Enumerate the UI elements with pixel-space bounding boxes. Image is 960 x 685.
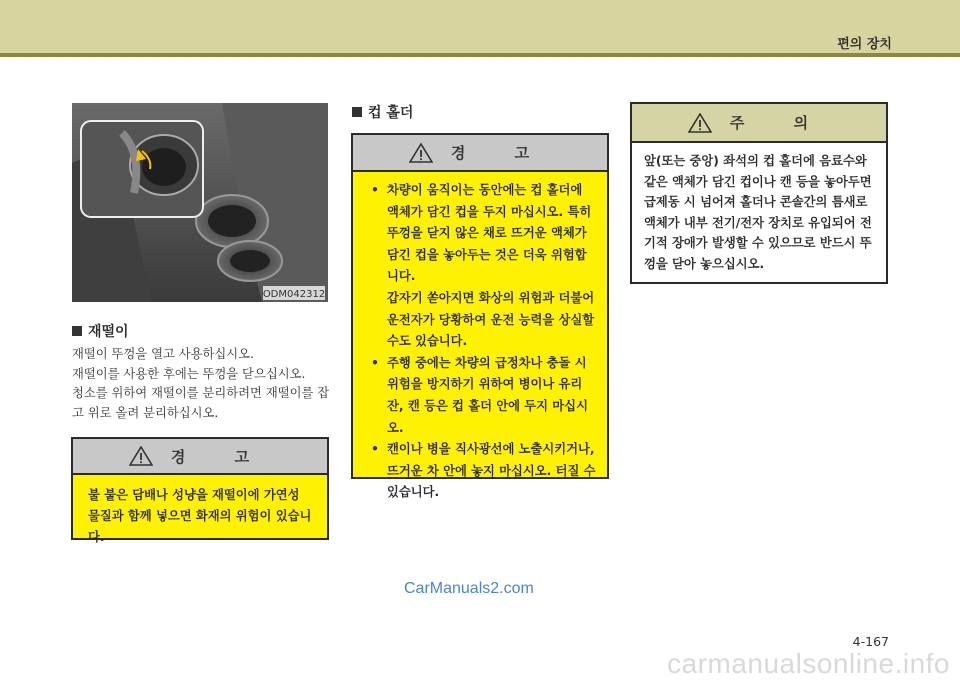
header-rule xyxy=(0,53,960,57)
warning-triangle-icon xyxy=(409,143,433,163)
square-bullet-icon xyxy=(72,326,82,336)
caution-triangle-icon xyxy=(688,113,712,133)
ashtray-heading: 재떨이 xyxy=(72,321,129,341)
ashtray-photo xyxy=(72,103,328,302)
warning-item: 갑자기 쏟아지면 화상의 위험과 더불어 운전자가 당황하여 운전 능력을 상실할 수도 있습니다. xyxy=(387,290,595,349)
warning-header xyxy=(353,135,607,172)
warning-item: • 주행 중에는 차량의 급정차나 충돌 시 위험을 방지하기 위하여 병이나 유리잔, 캔 등은 컵 홀더 안에 두지 마십시오. xyxy=(363,353,597,439)
ashtray-instructions xyxy=(72,345,334,423)
header-band xyxy=(0,0,960,53)
square-bullet-icon xyxy=(352,107,362,117)
caution-header xyxy=(632,104,886,143)
warning-body xyxy=(353,172,607,500)
warning-item: • 캔이나 병을 직사광선에 노출시키거나, 뜨거운 차 안에 놓지 마십시오. 터질 수 있습니다. xyxy=(363,439,597,504)
cupholder-warning-box xyxy=(351,133,609,500)
caution-box xyxy=(630,102,888,284)
chapter-title: 편의 장치 xyxy=(837,37,892,52)
caution-text: 앞(또는 중앙) 좌석의 컵 홀더에 음료수와 같은 액체가 담긴 컵이나 캔 등을 놓아두면 급제동 시 넘어져 홀더나 콘솔간의 틈새로 액체가 내부 전기/전자 장치로 유입되어 전기적 장애가 발생할 수 있으므로 반드시 뚜껑을 닫아 놓으십시오. xyxy=(632,143,886,282)
cupholder-heading: 컵 홀더 xyxy=(352,102,413,122)
carmanuals-watermark[interactable]: CarManuals2.com xyxy=(404,580,534,597)
warning-header xyxy=(73,439,327,475)
ashtray-paragraph-1: 재떨이 뚜껑을 열고 사용하십시오. xyxy=(72,347,254,361)
caution-label: 주 의 xyxy=(729,114,831,132)
ashtray-warning-box xyxy=(71,437,329,544)
photo-code: ODM042312 xyxy=(262,289,326,300)
footer-watermark: carmanualsonline.info xyxy=(667,648,950,679)
warning-text: 불 붙은 담배나 성냥을 재떨이에 가연성 물질과 함께 넣으면 화재의 위험이 있습니다. xyxy=(73,475,327,538)
ashtray-paragraph-2: 재떨이를 사용한 후에는 뚜껑을 닫으십시오. xyxy=(72,366,306,381)
ashtray-paragraph-3: 청소를 위하여 재떨이를 분리하려면 재떨이를 잡고 위로 올려 분리하십시오. xyxy=(72,386,330,420)
warning-triangle-icon xyxy=(129,446,153,466)
warning-label: 경 고 xyxy=(450,144,552,162)
warning-item: • 차량이 움직이는 동안에는 컵 홀더에 액체가 담긴 컵을 두지 마십시오. 특히 뚜껑을 닫지 않은 채로 뜨거운 액체가 담긴 컵을 놓아두는 것은 더욱 위험합니다. xyxy=(363,180,597,288)
page-number: 4-167 xyxy=(852,634,889,649)
warning-label: 경 고 xyxy=(170,447,272,466)
